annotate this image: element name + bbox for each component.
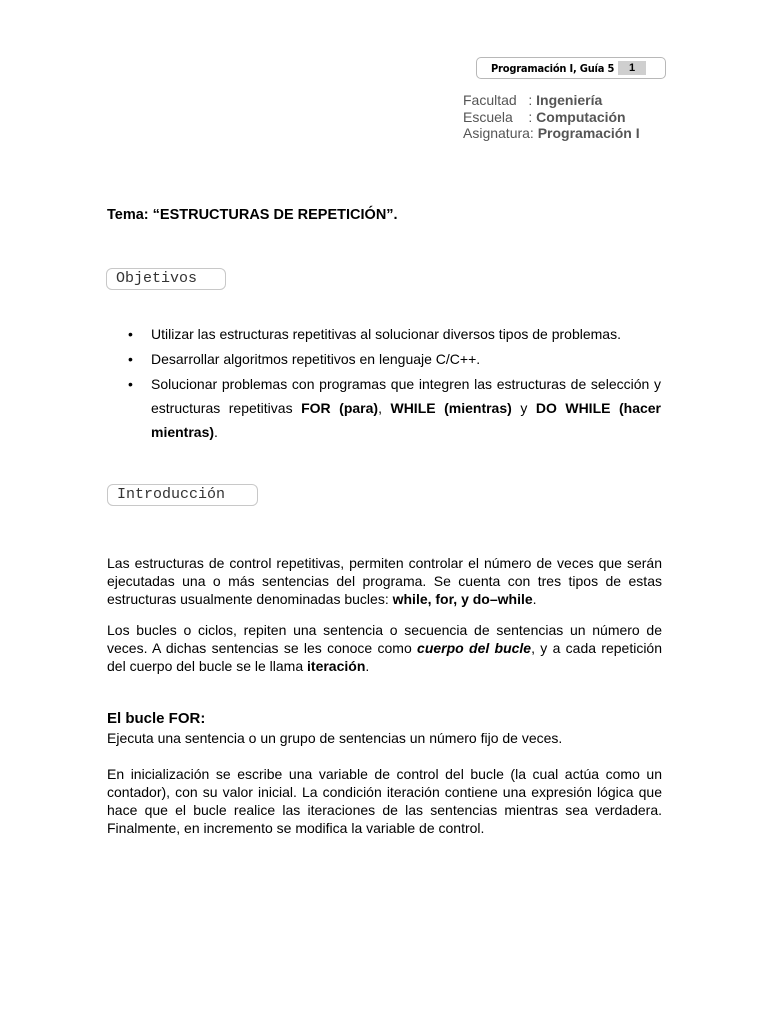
paragraph-text: Las estructuras de control repetitivas, permiten controlar el número de veces que serán ejecutadas una o más sentencias del programa. Se cuenta con tres tipos de estas estructuras usualmente denominadas bucles: xyxy=(107,555,662,607)
for-paragraph-1: Ejecuta una sentencia o un grupo de sentencias un número fijo de veces. xyxy=(107,730,563,746)
asignatura-value: Programación I xyxy=(537,125,640,141)
paragraph-text: , y a cada repetición del cuerpo del bucle se le llama xyxy=(107,640,663,674)
paragraph-text: Los bucles o ciclos, repiten una sentencia o secuencia de sentencias un número de veces. A dichas sentencias se les conoce como xyxy=(107,622,662,656)
intro-paragraph-2 xyxy=(107,621,662,675)
page-number: 1 xyxy=(618,61,646,75)
meta-facultad: Facultad : Ingeniería xyxy=(463,92,603,108)
objective-text: Desarrollar algoritmos repetitivos en lenguaje C/C++. xyxy=(151,351,481,367)
separator-text: . xyxy=(214,424,218,440)
separator-text: , xyxy=(378,400,391,416)
keyword-for: FOR (para) xyxy=(301,400,379,416)
bullet-icon: • xyxy=(128,351,133,367)
separator-text: y xyxy=(511,400,536,416)
bullet-icon: • xyxy=(128,376,133,392)
meta-asignatura xyxy=(463,125,640,142)
list-item xyxy=(128,372,661,444)
facultad-value: Ingeniería xyxy=(536,92,603,108)
list-item xyxy=(128,347,661,371)
asignatura-label: Asignatura: xyxy=(463,125,534,141)
meta-escuela: Escuela : Computación xyxy=(463,109,626,125)
for-paragraph-2: En inicialización se escribe una variable de control del bucle (la cual actúa como un contador), con su valor inicial. La condición iteración contiene una expresión lógica que hace que el bucle realice las iteraciones de las sentencias mientras sea verdadera. Finalmente, en incremento se modifica la variable de control. xyxy=(107,766,662,836)
loop-types: while, for, y do–while xyxy=(392,591,533,607)
objective-text: Utilizar las estructuras repetitivas al solucionar diversos tipos de problemas. xyxy=(151,326,621,342)
bullet-icon: • xyxy=(128,326,133,342)
section-heading-for: El bucle FOR: xyxy=(107,710,206,727)
keyword-while: WHILE (mientras) xyxy=(390,400,512,416)
facultad-label: Facultad xyxy=(463,92,517,108)
section-heading-introduccion: Introducción xyxy=(107,484,258,506)
section-heading-objetivos: Objetivos xyxy=(106,268,226,290)
escuela-label: Escuela xyxy=(463,109,513,125)
objective-text: Solucionar problemas con programas que integren las estructuras de selección y estructuras repetitivas xyxy=(151,376,661,416)
paragraph-text: . xyxy=(532,591,537,607)
keyword-do-while: DO WHILE (hacer mientras) xyxy=(151,400,662,440)
escuela-value: Computación xyxy=(536,109,626,125)
intro-paragraph-1 xyxy=(107,554,662,608)
term-iteracion: iteración xyxy=(307,658,366,674)
paragraph-text: . xyxy=(365,658,370,674)
list-item xyxy=(128,322,661,346)
header-title: Programación I, Guía 5 xyxy=(491,62,615,75)
term-cuerpo-del-bucle: cuerpo del bucle xyxy=(417,640,532,656)
page-title: Tema: “ESTRUCTURAS DE REPETICIÓN”. xyxy=(107,207,398,223)
objectives-list xyxy=(128,322,661,445)
